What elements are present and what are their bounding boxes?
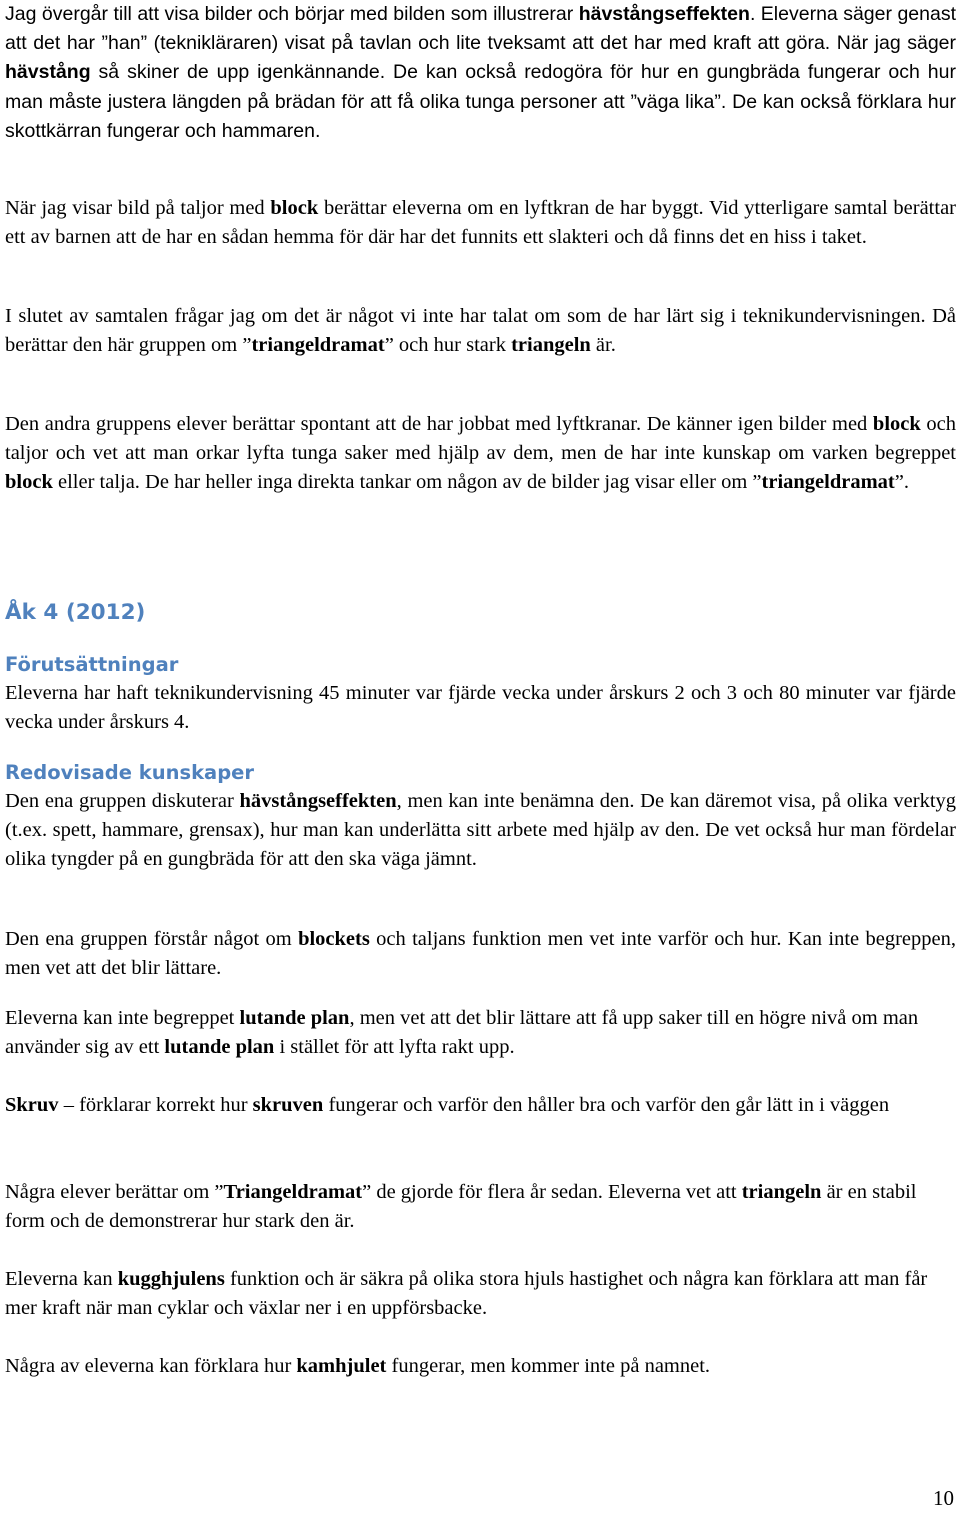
paragraph-inclined-plane [5,1004,940,1062]
bold-term: Skruv [5,1094,59,1116]
paragraph-triangeldramat [5,302,956,360]
paragraph-screw [5,1091,940,1120]
bold-term: kamhjulet [296,1355,387,1377]
text: berättar eleverna om en lyftkran de har byggt. Vid ytterligare samtal berättar ett av barnen att de har en sådan hemma för där har det funnits ett slakteri och då finns det en hiss i taket. [5,197,956,249]
paragraph-block [5,194,956,252]
text: I slutet av samtalen frågar jag om det är något vi inte har talat om som de har lärt sig i teknikundervisningen. Då berättar den här gruppen om ” [5,305,956,357]
subheading-prerequisites: Förutsättningar [5,653,179,676]
bold-term: hävstångseffekten [578,3,750,25]
text: Eleverna kan [5,1268,118,1290]
text: . Eleverna säger genast att det har ”han” (teknikläraren) visat på tavlan och lite tveksamt att det har med kraft att göra. När jag säger [5,3,956,55]
text: i stället för att lyfta rakt upp. [274,1036,515,1059]
section-heading: Åk 4 (2012) [5,600,146,625]
text: När jag visar bild på taljor med [5,197,271,219]
text: , men vet att det blir lättare att få upp saker till en högre nivå om man använder sig av ett [5,1007,919,1059]
bold-term: lutande plan [239,1007,350,1029]
bold-term: kugghjulens [117,1268,225,1290]
bold-term: block [5,471,53,494]
text: , men kan inte benämna den. De kan däremot visa, på olika verktyg (t.ex. spett, hammare, grensax), hur man kan underlätta sitt arbete med hjälp av den. De vet också hur man fördelar olika tyngder på en gungbräda för att den ska väga jämnt. [5,790,957,871]
text: – förklarar korrekt hur [58,1094,253,1116]
paragraph-triangle [5,1178,940,1236]
bold-term: block [270,197,319,219]
text: eller talja. De har heller inga direkta tankar om någon av de bilder jag visar eller om ” [52,471,762,494]
bold-term: block [872,413,921,435]
paragraph-pulley [5,925,956,983]
page-number: 10 [933,1486,954,1510]
text: Den andra gruppens elever berättar spontant att de har jobbat med lyftkranar. De känner igen bilder med [5,413,873,435]
text: Jag övergår till att visa bilder och börjar med bilden som illustrerar [5,3,579,25]
paragraph-lever [5,787,956,875]
bold-term: hävstång [5,61,91,84]
text: ”. [894,471,909,494]
text: och taljans funktion men vet inte varför och hur. Kan inte begreppen, men vet att det blir lättare. [5,928,956,980]
text: är en stabil form och de demonstrerar hur stark den är. [5,1181,917,1233]
text: Den ena gruppen förstår något om [5,928,299,950]
text: Eleverna kan inte begreppet [5,1007,240,1029]
bold-term: lutande plan [164,1036,275,1059]
text: ” de gjorde för flera år sedan. Eleverna vet att [362,1181,742,1203]
text: fungerar och varför den håller bra och varför den går lätt in i väggen [323,1094,890,1116]
bold-term: skruven [252,1094,324,1116]
text: Den ena gruppen diskuterar [5,790,240,812]
text: är. [590,334,616,357]
bold-term: triangeln [741,1181,822,1203]
text: Några elever berättar om ” [5,1181,224,1203]
paragraph-cam [5,1352,940,1381]
text: så skiner de upp igenkännande. De kan också redogöra för hur en gungbräda fungerar och hur man måste justera längden på brädan för att få olika tunga personer att ”väga lika”. De kan också förklara hur skottkärran fungerar och hammaren. [5,61,956,142]
paragraph-second-group [5,410,956,498]
paragraph-intro [5,0,956,146]
text: Några av eleverna kan förklara hur [5,1355,297,1377]
text: Eleverna har haft teknikundervisning 45 minuter var fjärde vecka under årskurs 2 och 3 och 80 minuter var fjärde vecka under årskurs 4. [5,682,956,734]
subheading-knowledge: Redovisade kunskaper [5,761,254,784]
bold-term: triangeln [511,334,591,357]
text: fungerar, men kommer inte på namnet. [386,1355,711,1377]
bold-term: triangeldramat [761,471,895,494]
bold-term: Triangeldramat [223,1181,363,1203]
paragraph-gears [5,1265,940,1323]
text: ” och hur stark [384,334,512,357]
bold-term: blockets [298,928,370,950]
text: funktion och är säkra på olika stora hjuls hastighet och några kan förklara att man får mer kraft när man cyklar och växlar ner i en uppförsbacke. [5,1268,928,1320]
bold-term: hävstångseffekten [239,790,397,812]
paragraph-prerequisites [5,679,956,737]
text: och taljor och vet att man orkar lyfta tunga saker med hjälp av dem, men de har inte kunskap om varken begreppet [5,413,956,465]
bold-term: triangeldramat [251,334,385,357]
